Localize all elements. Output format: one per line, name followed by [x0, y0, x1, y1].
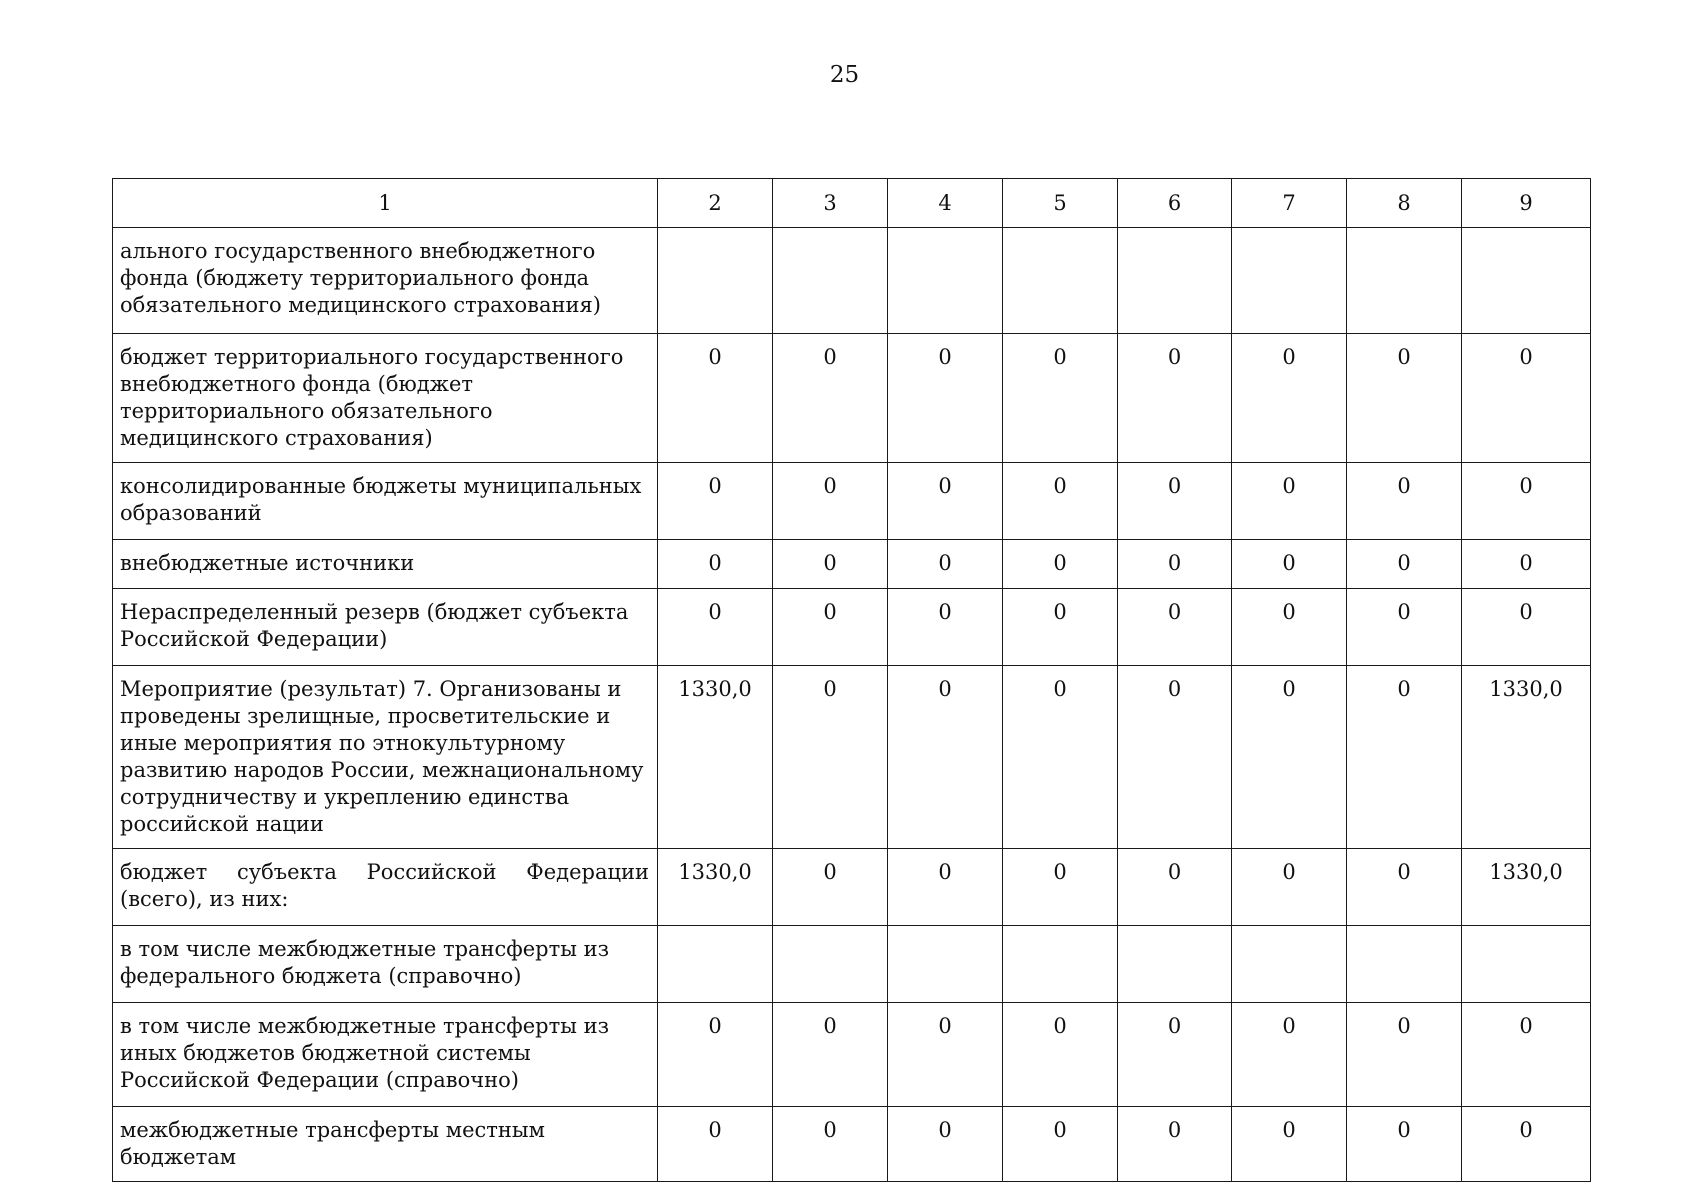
table-row [113, 589, 1591, 666]
column-header: 5 [1003, 179, 1118, 228]
budget-table [112, 178, 1591, 1182]
table-cell: 0 [773, 589, 888, 666]
table-cell: 0 [1347, 334, 1462, 463]
table-cell [1462, 926, 1591, 1003]
table-cell: 0 [1462, 1003, 1591, 1107]
table-cell: 0 [1003, 589, 1118, 666]
column-header: 2 [658, 179, 773, 228]
table-row [113, 540, 1591, 589]
table-cell: 0 [658, 1003, 773, 1107]
table-cell: 0 [1232, 540, 1347, 589]
table-cell [773, 228, 888, 334]
row-description: в том числе межбюджетные трансферты из иных бюджетов бюджетной системы Российской Федерации (справочно) [113, 1003, 658, 1107]
table-cell: 0 [1232, 463, 1347, 540]
table-cell [1003, 228, 1118, 334]
table-cell: 0 [773, 1003, 888, 1107]
table-row [113, 849, 1591, 926]
table-cell: 0 [773, 1107, 888, 1182]
table-cell: 0 [888, 589, 1003, 666]
table-cell: 1330,0 [1462, 849, 1591, 926]
column-header: 3 [773, 179, 888, 228]
table-cell: 0 [1347, 666, 1462, 849]
table-cell: 0 [658, 589, 773, 666]
row-description: ального государственного внебюджетного фонда (бюджету территориального фонда обязательного медицинского страхования) [113, 228, 658, 334]
table-cell: 0 [888, 1003, 1003, 1107]
table-row [113, 1003, 1591, 1107]
table-row [113, 228, 1591, 334]
table-row [113, 334, 1591, 463]
table-cell: 0 [773, 463, 888, 540]
table-cell [888, 926, 1003, 1003]
table-cell [1118, 228, 1232, 334]
column-header: 6 [1118, 179, 1232, 228]
column-header: 1 [113, 179, 658, 228]
table-cell: 0 [1462, 540, 1591, 589]
table-cell: 0 [1118, 334, 1232, 463]
column-header: 9 [1462, 179, 1591, 228]
column-header: 7 [1232, 179, 1347, 228]
table-cell: 0 [888, 334, 1003, 463]
table-cell: 0 [1347, 849, 1462, 926]
row-description: в том числе межбюджетные трансферты из федерального бюджета (справочно) [113, 926, 658, 1003]
row-description: Мероприятие (результат) 7. Организованы и проведены зрелищные, просветительские и иные мероприятия по этнокультурному развитию народов России, межнациональному сотрудничеству и укреплению единства российской нации [113, 666, 658, 849]
row-description: межбюджетные трансферты местным бюджетам [113, 1107, 658, 1182]
row-description: Нераспределенный резерв (бюджет субъекта Российской Федерации) [113, 589, 658, 666]
table-cell: 0 [1462, 589, 1591, 666]
table-cell: 0 [773, 334, 888, 463]
table-cell: 0 [1118, 1003, 1232, 1107]
row-description: бюджет территориального государственного внебюджетного фонда (бюджет территориального обязательного медицинского страхования) [113, 334, 658, 463]
table-cell: 0 [1232, 334, 1347, 463]
table-cell [1232, 926, 1347, 1003]
table-cell: 0 [773, 666, 888, 849]
table-cell: 0 [1003, 334, 1118, 463]
table-cell [658, 228, 773, 334]
table-cell: 0 [1347, 589, 1462, 666]
table-cell: 0 [888, 666, 1003, 849]
table-cell: 0 [773, 849, 888, 926]
table-cell [1347, 926, 1462, 1003]
table-cell [658, 926, 773, 1003]
row-description: консолидированные бюджеты муниципальных образований [113, 463, 658, 540]
table-cell [1462, 228, 1591, 334]
table-cell: 0 [1003, 1107, 1118, 1182]
table-cell: 1330,0 [658, 849, 773, 926]
table-cell: 0 [1118, 463, 1232, 540]
table-cell: 0 [658, 334, 773, 463]
table-cell [1003, 926, 1118, 1003]
table-cell: 0 [1003, 463, 1118, 540]
table-cell: 0 [1003, 1003, 1118, 1107]
table-cell: 0 [1232, 849, 1347, 926]
table-cell: 0 [1232, 1003, 1347, 1107]
table-cell: 0 [1347, 463, 1462, 540]
page-number: 25 [829, 62, 860, 88]
table-cell: 0 [1003, 849, 1118, 926]
table-row [113, 463, 1591, 540]
table-cell [1232, 228, 1347, 334]
table-cell: 0 [1232, 666, 1347, 849]
table-cell [1347, 228, 1462, 334]
table-cell: 0 [658, 463, 773, 540]
row-description: бюджет субъекта Российской Федерации (всего), из них: [113, 849, 658, 926]
table-cell: 0 [1232, 1107, 1347, 1182]
column-header: 4 [888, 179, 1003, 228]
table-cell: 0 [888, 1107, 1003, 1182]
table-cell: 0 [1118, 1107, 1232, 1182]
table-row [113, 926, 1591, 1003]
table-cell: 0 [1003, 540, 1118, 589]
table-cell: 0 [1462, 334, 1591, 463]
column-header: 8 [1347, 179, 1462, 228]
table-cell: 0 [1118, 849, 1232, 926]
table-cell [773, 926, 888, 1003]
table-cell [1118, 926, 1232, 1003]
table-cell: 0 [658, 540, 773, 589]
table-cell: 0 [888, 463, 1003, 540]
table-cell: 0 [1118, 666, 1232, 849]
table-cell: 0 [1347, 1003, 1462, 1107]
table-cell: 0 [1462, 1107, 1591, 1182]
table-cell: 0 [1347, 1107, 1462, 1182]
table-header-row [113, 179, 1591, 228]
table-cell: 0 [1347, 540, 1462, 589]
table-cell: 0 [1003, 666, 1118, 849]
table-cell: 0 [1232, 589, 1347, 666]
table-row [113, 1107, 1591, 1182]
table-cell: 1330,0 [658, 666, 773, 849]
table-cell: 1330,0 [1462, 666, 1591, 849]
table-row [113, 666, 1591, 849]
table-cell [888, 228, 1003, 334]
table-cell: 0 [658, 1107, 773, 1182]
table-cell: 0 [888, 540, 1003, 589]
table-cell: 0 [1462, 463, 1591, 540]
table-cell: 0 [1118, 540, 1232, 589]
table-cell: 0 [773, 540, 888, 589]
table-cell: 0 [1118, 589, 1232, 666]
row-description: внебюджетные источники [113, 540, 658, 589]
table-cell: 0 [888, 849, 1003, 926]
